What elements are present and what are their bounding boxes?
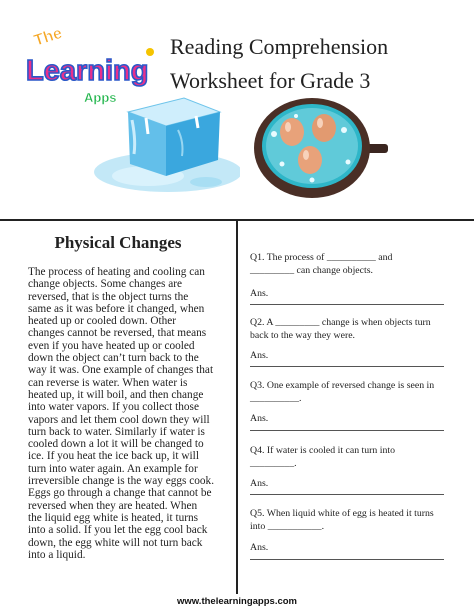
- logo-dot-icon: [146, 48, 154, 56]
- question-2-answer-line[interactable]: [250, 366, 444, 367]
- question-3-ans-label: Ans.: [250, 413, 269, 424]
- question-2-line-1: Q2. A _________ change is when objects turn: [250, 317, 431, 328]
- passage-line: changes cannot be reversed, that means: [28, 327, 207, 340]
- question-5: [250, 508, 450, 533]
- passage-line: irreversible change is the way eggs cook.: [28, 475, 215, 488]
- question-1-ans-label: Ans.: [250, 288, 269, 299]
- passage-line: reversed when they are heated. When: [28, 499, 198, 512]
- passage-title: Physical Changes: [54, 233, 182, 252]
- question-5-line-1: Q5. When liquid white of egg is heated it turns: [250, 508, 434, 519]
- passage-line: the liquid egg white is heated, it turns: [28, 511, 199, 524]
- passage-line: into a liquid.: [28, 548, 86, 561]
- question-1: [250, 252, 450, 277]
- question-4-line-1: Q4. If water is cooled it can turn into: [250, 445, 396, 456]
- passage-line: into water vapors. If you collect those: [28, 401, 199, 414]
- logo-apps-text: Apps: [84, 90, 117, 105]
- passage-line: down, the egg white will not turn back: [28, 536, 203, 549]
- passage-line: turn back to water. Similarly if water is: [28, 425, 205, 438]
- passage-line: ice. If you heat the ice back up, it will: [28, 450, 199, 463]
- melting-ice-cube-image: [88, 90, 240, 196]
- logo-learning-text: Learning: [26, 55, 149, 87]
- vertical-divider: [236, 219, 238, 594]
- question-3-line-2: __________.: [250, 392, 302, 404]
- title-line-2: Worksheet for Grade 3: [170, 68, 371, 93]
- passage-line: The process of heating and cooling can: [28, 266, 205, 278]
- question-2: [250, 317, 450, 342]
- question-2-ans-label: Ans.: [250, 350, 269, 361]
- footer-url[interactable]: www.thelearningapps.com: [176, 596, 297, 607]
- passage-line: Eggs go through a change that cannot be: [28, 487, 212, 500]
- question-5-answer-line[interactable]: [250, 559, 444, 560]
- question-1-answer-line[interactable]: [250, 304, 444, 305]
- passage-line: same as it was before it changed, when: [28, 302, 205, 315]
- passage-line: turn into water again. An example for: [28, 462, 198, 475]
- passage-line: way it was. One example of changes that: [28, 364, 214, 377]
- passage-line: even if you have heated up or cooled: [28, 339, 195, 352]
- logo-the-text: The: [31, 24, 65, 50]
- passage-line: change objects. Some changes are: [28, 278, 183, 291]
- question-4-ans-label: Ans.: [250, 478, 269, 489]
- passage-line: reversed, that is the object turns the: [28, 290, 189, 303]
- question-3-line-1: Q3. One example of reversed change is seen in: [250, 380, 435, 391]
- worksheet-title: [170, 30, 460, 98]
- passage-line: vapors and let them cool down they will: [28, 413, 210, 426]
- passage-line: down the object can’t turn back to the: [28, 352, 199, 365]
- question-4: [250, 445, 450, 470]
- question-5-line-2: into ___________.: [250, 520, 325, 532]
- question-1-line-2: _________ can change objects.: [250, 264, 373, 276]
- question-5-ans-label: Ans.: [250, 542, 269, 553]
- question-2-line-2: back to the way they were.: [250, 329, 356, 341]
- question-3-answer-line[interactable]: [250, 430, 444, 431]
- passage-line: into a solid. If you let the egg cool back: [28, 524, 208, 537]
- question-4-line-2: _________.: [250, 457, 297, 469]
- passage-line: cooled down a lot it will be changed to: [28, 438, 204, 451]
- passage-text: [28, 266, 230, 561]
- passage-line: heated up or cooled down. Other: [28, 315, 177, 328]
- passage-line: can reverse is water. When water is: [28, 376, 188, 389]
- eggs-boiling-pan-image: [252, 94, 388, 202]
- title-line-1: Reading Comprehension: [170, 34, 389, 59]
- question-1-line-1: Q1. The process of __________ and: [250, 252, 393, 263]
- passage-line: heated up, it will boil, and then change: [28, 388, 204, 401]
- question-4-answer-line[interactable]: [250, 494, 444, 495]
- question-3: [250, 380, 450, 405]
